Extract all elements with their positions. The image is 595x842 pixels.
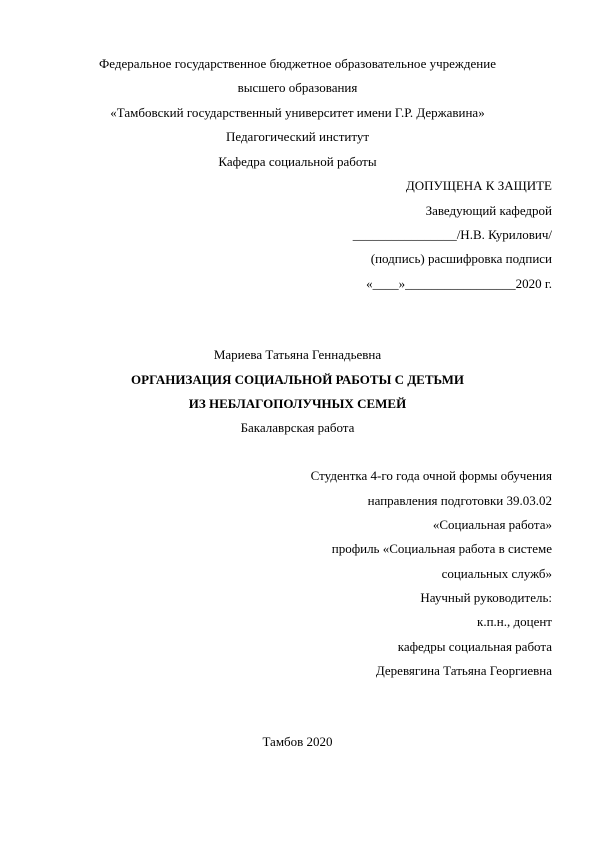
city-year: Тамбов 2020 — [262, 734, 333, 749]
institute-name: Педагогический институт — [225, 129, 370, 144]
department-name: Кафедра социальной работы — [218, 154, 377, 169]
supervisor-degree: к.п.н., доцент — [477, 614, 552, 629]
student-info-line: направления подготовки 39.03.02 — [367, 493, 552, 508]
university-name: «Тамбовский государственный университет имени Г.Р. Державина» — [110, 105, 485, 120]
supervisor-label: Научный руководитель: — [420, 590, 552, 605]
org-name-line1: Федеральное государственное бюджетное образовательное учреждение — [99, 56, 496, 71]
student-info-line: «Социальная работа» — [432, 517, 552, 532]
approval-role: Заведующий кафедрой — [425, 203, 552, 218]
student-info-line: социальных служб» — [441, 566, 552, 581]
approval-date-line: «____»_________________2020 г. — [366, 276, 552, 291]
work-type: Бакалаврская работа — [240, 420, 355, 435]
supervisor-department: кафедры социальная работа — [397, 639, 552, 654]
approval-signature-caption: (подпись) расшифровка подписи — [370, 251, 552, 266]
work-title-line1: ОРГАНИЗАЦИЯ СОЦИАЛЬНОЙ РАБОТЫ С ДЕТЬМИ — [131, 372, 464, 387]
approval-signature-line: ________________/Н.В. Курилович/ — [352, 227, 552, 242]
work-title-line2: ИЗ НЕБЛАГОПОЛУЧНЫХ СЕМЕЙ — [188, 396, 407, 411]
student-info-line: Студентка 4-го года очной формы обучения — [310, 468, 552, 483]
supervisor-name: Деревягина Татьяна Георгиевна — [375, 663, 552, 678]
author-name: Мариева Татьяна Геннадьевна — [213, 347, 382, 362]
student-info-line: профиль «Социальная работа в системе — [331, 541, 552, 556]
org-name-line2: высшего образования — [237, 80, 358, 95]
approval-title: ДОПУЩЕНА К ЗАЩИТЕ — [405, 178, 552, 193]
